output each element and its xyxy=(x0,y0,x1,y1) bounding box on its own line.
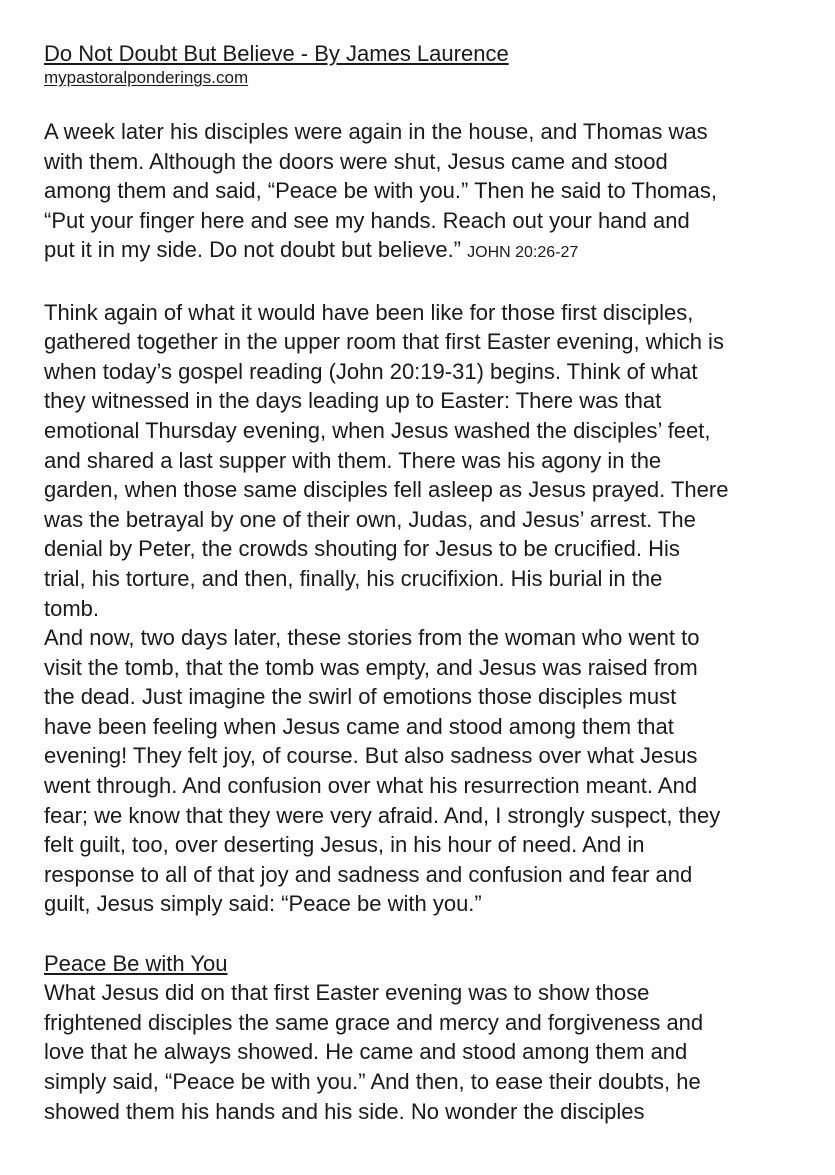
scripture-passage xyxy=(44,117,804,268)
paragraph-line: felt guilt, too, over deserting Jesus, in his hour of need. And in xyxy=(44,832,645,858)
paragraph-line: guilt, Jesus simply said: “Peace be with you.” xyxy=(44,891,482,917)
paragraph-line: gathered together in the upper room that first Easter evening, which is xyxy=(44,329,724,355)
paragraph-line: and shared a last supper with them. There was his agony in the xyxy=(44,447,662,473)
paragraph-line: frightened disciples the same grace and mercy and forgiveness and xyxy=(44,1009,704,1035)
scripture-line-last xyxy=(44,235,804,268)
scripture-line: A week later his disciples were again in the house, and Thomas was xyxy=(44,119,708,144)
paragraph-line: emotional Thursday evening, when Jesus washed the disciples’ feet, xyxy=(44,417,711,443)
scripture-line: “Put your finger here and see my hands. Reach out your hand and xyxy=(44,207,690,233)
paragraph-line: went through. And confusion over what his resurrection meant. And xyxy=(44,773,698,799)
paragraph-line: they witnessed in the days leading up to Easter: There was that xyxy=(44,388,662,414)
scripture-line: with them. Although the doors were shut, Jesus came and stood xyxy=(44,148,668,174)
paragraph-line: Think again of what it would have been like for those first disciples, xyxy=(44,299,694,325)
document-title: Do Not Doubt But Believe - By James Laurence xyxy=(44,41,509,66)
paragraph-line: What Jesus did on that first Easter evening was to show those xyxy=(44,980,650,1006)
paragraph-line: evening! They felt joy, of course. But also sadness over what Jesus xyxy=(44,743,698,769)
paragraph-line: simply said, “Peace be with you.” And then, to ease their doubts, he xyxy=(44,1069,701,1094)
document-page xyxy=(44,40,804,1126)
paragraph-line: have been feeling when Jesus came and stood among them that xyxy=(44,713,674,739)
section-heading: Peace Be with You xyxy=(44,950,228,976)
spacer xyxy=(44,268,804,298)
paragraph-2 xyxy=(44,623,804,919)
scripture-line: among them and said, “Peace be with you.” Then he said to Thomas, xyxy=(44,178,718,204)
paragraph-line: the dead. Just imagine the swirl of emotions those disciples must xyxy=(44,684,677,710)
paragraph-line: fear; we know that they were very afraid. And, I strongly suspect, they xyxy=(44,802,721,828)
paragraph-line: denial by Peter, the crowds shouting for Jesus to be crucified. His xyxy=(44,536,680,562)
paragraph-line: love that he always showed. He came and stood among them and xyxy=(44,1039,688,1065)
paragraph-line: when today’s gospel reading (John 20:19-31) begins. Think of what xyxy=(44,358,698,384)
paragraph-line: response to all of that joy and sadness and confusion and fear and xyxy=(44,861,693,887)
site-link[interactable]: mypastoralponderings.com xyxy=(44,68,249,87)
paragraph-line: showed them his hands and his side. No wonder the disciples xyxy=(44,1098,645,1124)
paragraph-line: tomb. xyxy=(44,595,100,621)
paragraph-3 xyxy=(44,978,804,1126)
paragraph-1 xyxy=(44,298,804,624)
scripture-reference: JOHN 20:26-27 xyxy=(467,244,579,262)
paragraph-line: garden, when those same disciples fell asleep as Jesus prayed. There xyxy=(44,477,729,503)
paragraph-line: trial, his torture, and then, finally, his crucifixion. His burial in the xyxy=(44,565,663,591)
paragraph-line: visit the tomb, that the tomb was empty, and Jesus was raised from xyxy=(44,654,698,680)
paragraph-line: was the betrayal by one of their own, Judas, and Jesus’ arrest. The xyxy=(44,506,696,532)
scripture-text: put it in my side. Do not doubt but believe.” xyxy=(44,237,462,263)
paragraph-line: And now, two days later, these stories from the woman who went to xyxy=(44,625,700,651)
spacer xyxy=(44,919,804,949)
